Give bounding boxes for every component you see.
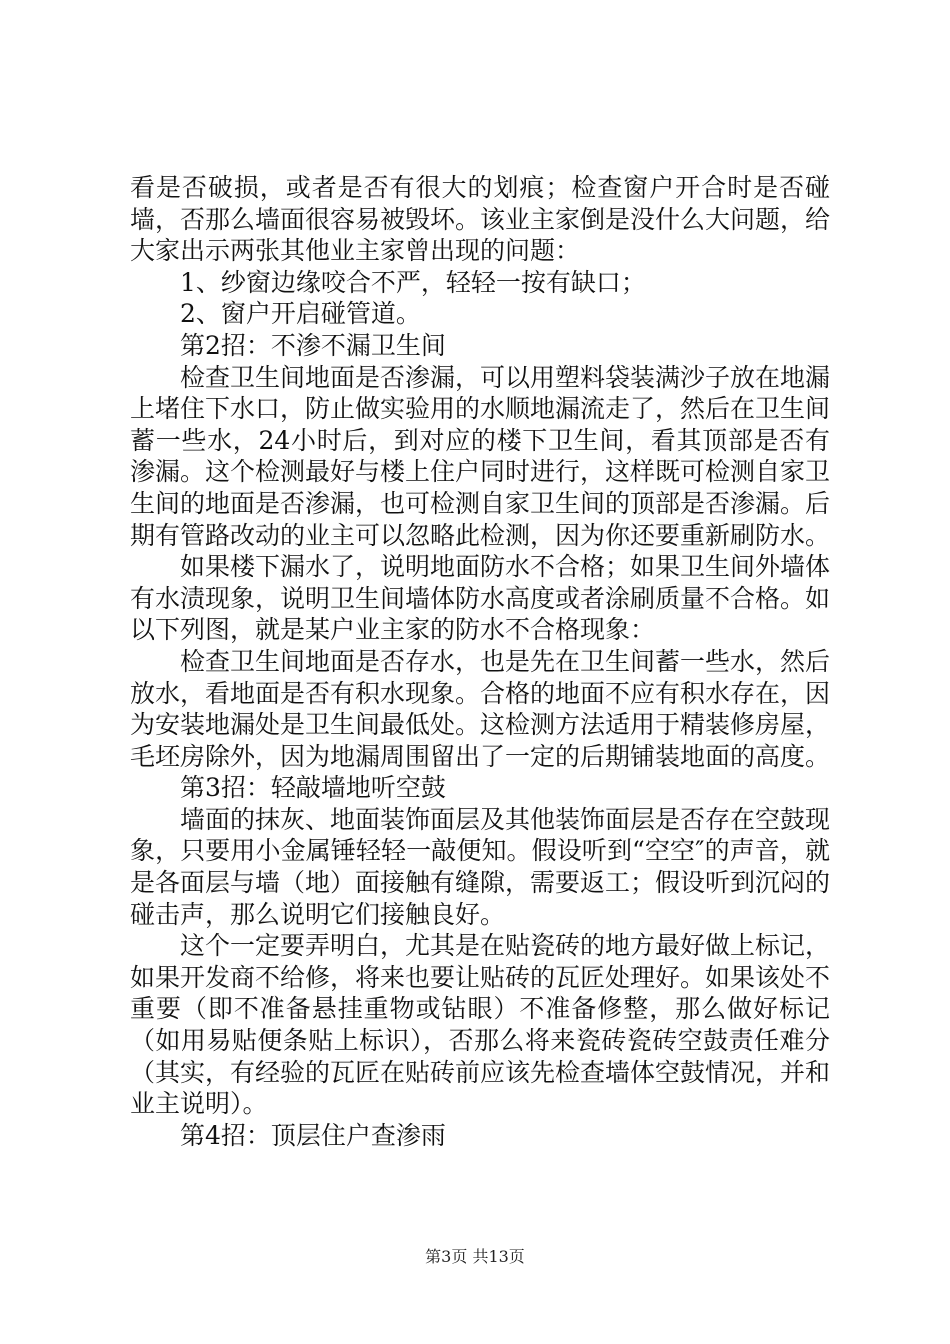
list-item-screen-gap: 1、纱窗边缘咬合不严，轻轻一按有缺口； xyxy=(180,267,646,297)
paragraph-standing-water: 检查卫生间地面是否存水，也是先在卫生间蓄一些水，然后放水，看地面是否有积水现象。合格的地面不应有积水存在，因为安装地漏处是卫生间最低处。这检测方法适用于精装修房屋，毛坯房除外，因为地漏周围留出了一定的后期铺装地面的高度。 xyxy=(130,646,831,771)
paragraph-hollow-drum-test: 墙面的抹灰、地面装饰面层及其他装饰面层是否存在空鼓现象，只要用小金属锤轻轻一敲便知。假设听到“空空″的声音，就是各面层与墙（地）面接触有缝隙，需要返工；假设听到沉闷的碰击声，那么说明它们接触良好。 xyxy=(130,804,831,929)
document-body xyxy=(130,172,830,1151)
paragraph-waterproof-failure: 如果楼下漏水了，说明地面防水不合格；如果卫生间外墙体有水渍现象，说明卫生间墙体防水高度或者涂刷质量不合格。如以下列图，就是某户业主家的防水不合格现象： xyxy=(130,552,831,645)
paragraph-bathroom-leak-test: 检查卫生间地面是否渗漏，可以用塑料袋装满沙子放在地漏上堵住下水口，防止做实验用的水顺地漏流走了，然后在卫生间蓄一些水，24小时后，到对应的楼下卫生间，看其顶部是否有渗漏。这个检测最好与楼上住户同时进行，这样既可检测自家卫生间的地面是否渗漏，也可检测自家卫生间的顶部是否渗漏。后期有管路改动的业主可以忽略此检测，因为你还要重新刷防水。 xyxy=(130,362,831,550)
paragraph-tile-marking: 这个一定要弄明白，尤其是在贴瓷砖的地方最好做上标记，如果开发商不给修，将来也要让贴砖的瓦匠处理好。如果该处不重要（即不准备悬挂重物或钻眼）不准备修整，那么做好标记（如用易贴便条贴上标识），否那么将来瓷砖瓷砖空鼓责任难分（其实，有经验的瓦匠在贴砖前应该先检查墙体空鼓情况，并和业主说明）。 xyxy=(130,931,831,1119)
section-heading-3: 第3招：轻敲墙地听空鼓 xyxy=(180,773,446,803)
paragraph-window-check: 看是否破损，或者是否有很大的划痕；检查窗户开合时是否碰墙，否那么墙面很容易被毁坏。该业主家倒是没什么大问题，给大家出示两张其他业主家曾出现的问题： xyxy=(130,173,831,266)
section-heading-4: 第4招：顶层住户查渗雨 xyxy=(180,1120,446,1150)
page-number-footer: 第3页 共13页 xyxy=(425,1247,525,1266)
section-heading-2: 第2招：不渗不漏卫生间 xyxy=(180,330,446,360)
list-item-window-pipe: 2、窗户开启碰管道。 xyxy=(180,299,421,329)
